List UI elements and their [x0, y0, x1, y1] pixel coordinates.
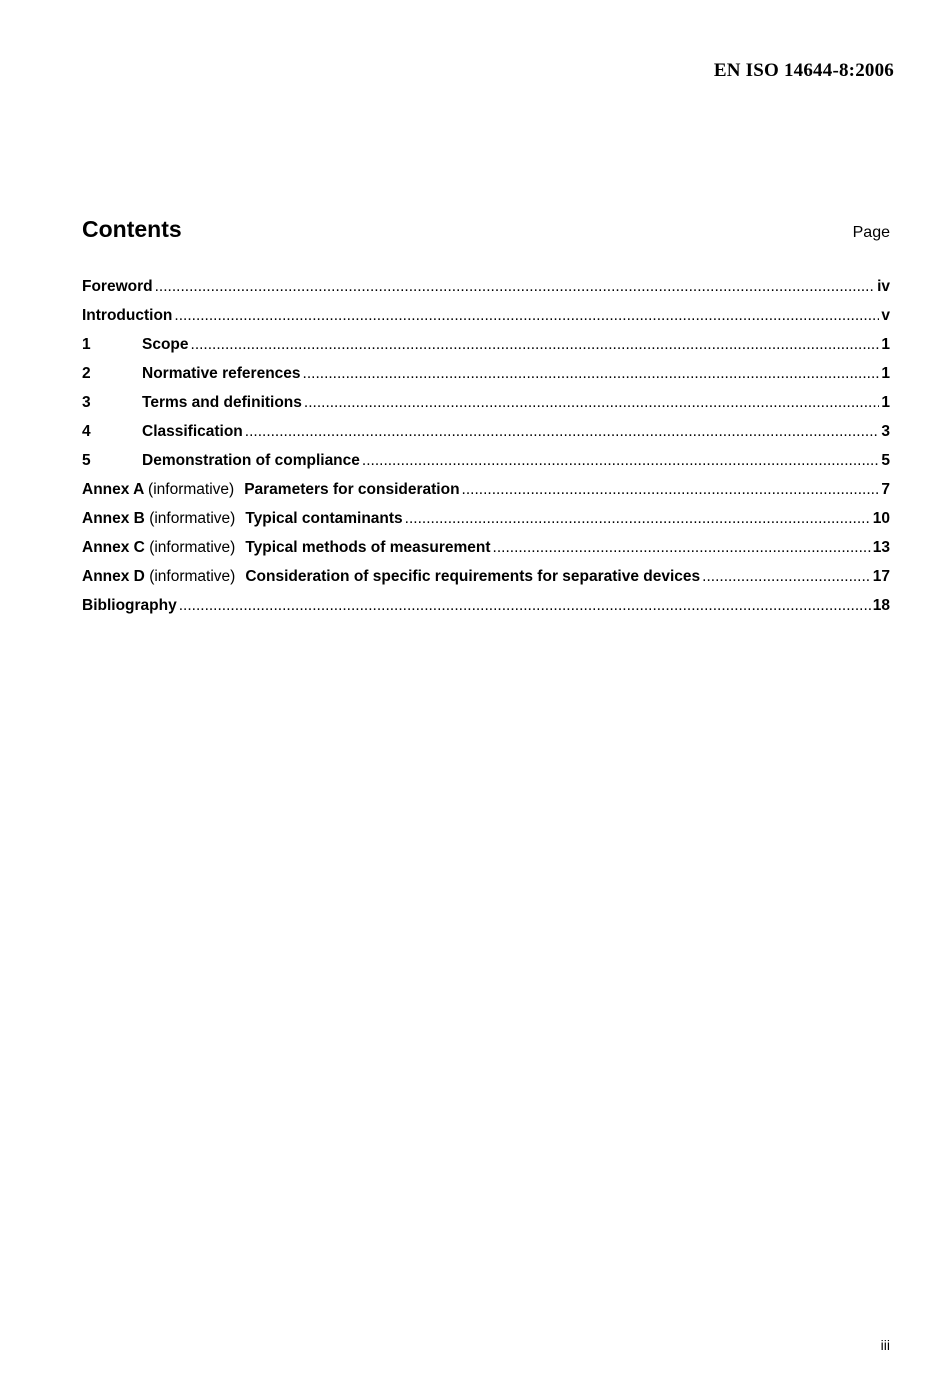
toc-entry-annex-d[interactable]	[82, 568, 890, 597]
contents-title: Contents	[82, 216, 182, 242]
annex-status: (informative)	[149, 510, 236, 527]
toc-entry-clause-1[interactable]	[82, 336, 890, 365]
clause-number: 5	[82, 452, 91, 469]
dot-leader	[702, 568, 871, 586]
toc-entry-page: 1	[881, 336, 890, 353]
dot-leader	[405, 510, 871, 528]
annex-label	[82, 539, 235, 557]
contents-header	[82, 216, 890, 248]
annex-status: (informative)	[149, 539, 236, 556]
toc-entry-clause-5[interactable]	[82, 452, 890, 481]
toc-entry-bibliography[interactable]	[82, 597, 890, 626]
toc-entry-annex-a[interactable]	[82, 481, 890, 510]
clause-number: 1	[82, 336, 91, 353]
annex-id: Annex A	[82, 481, 144, 498]
annex-status: (informative)	[148, 481, 235, 498]
clause-number: 2	[82, 365, 91, 382]
annex-label	[82, 510, 235, 528]
dot-leader	[362, 452, 879, 470]
toc-entry-title: Typical contaminants	[245, 510, 403, 527]
annex-label	[82, 481, 234, 499]
dot-leader	[191, 336, 880, 354]
toc-entry-title: Terms and definitions	[142, 394, 302, 411]
annex-status: (informative)	[149, 568, 236, 585]
toc-entry-title: Introduction	[82, 307, 173, 324]
toc-entry-annex-c[interactable]	[82, 539, 890, 568]
dot-leader	[174, 307, 879, 325]
annex-id: Annex D	[82, 568, 145, 585]
page-column-label: Page	[852, 224, 890, 241]
dot-leader	[245, 423, 880, 441]
toc-entry-foreword[interactable]	[82, 278, 890, 307]
toc-entry-title: Foreword	[82, 278, 153, 295]
toc-entry-page: 5	[881, 452, 890, 469]
dot-leader	[155, 278, 875, 296]
toc-entry-title: Demonstration of compliance	[142, 452, 360, 469]
dot-leader	[493, 539, 871, 557]
annex-label	[82, 568, 235, 586]
toc-entry-page: 18	[872, 597, 890, 614]
toc-entry-annex-b[interactable]	[82, 510, 890, 539]
dot-leader	[179, 597, 871, 615]
toc-entry-clause-4[interactable]	[82, 423, 890, 452]
toc-entry-introduction[interactable]	[82, 307, 890, 336]
toc-entry-title: Typical methods of measurement	[245, 539, 491, 556]
dot-leader	[462, 481, 880, 499]
toc-entry-page: 7	[881, 481, 890, 498]
page-number: iii	[880, 1337, 890, 1353]
clause-number: 4	[82, 423, 91, 440]
dot-leader	[304, 394, 879, 412]
toc-entry-page: iv	[877, 278, 890, 295]
toc-entry-title: Normative references	[142, 365, 301, 382]
toc-entry-page: 13	[872, 539, 890, 556]
toc-entry-page: 17	[872, 568, 890, 585]
document-identifier: EN ISO 14644-8:2006	[713, 60, 894, 81]
toc-entry-page: 10	[872, 510, 890, 527]
toc-entry-clause-2[interactable]	[82, 365, 890, 394]
toc-entry-page: 1	[881, 394, 890, 411]
toc-entry-clause-3[interactable]	[82, 394, 890, 423]
toc-entry-page: v	[881, 307, 890, 324]
toc-entry-title: Classification	[142, 423, 243, 440]
toc-entry-title: Parameters for consideration	[244, 481, 460, 498]
table-of-contents	[82, 278, 890, 626]
toc-entry-title: Scope	[142, 336, 189, 353]
toc-entry-title: Bibliography	[82, 597, 177, 614]
toc-entry-page: 3	[881, 423, 890, 440]
dot-leader	[303, 365, 880, 383]
toc-entry-page: 1	[881, 365, 890, 382]
toc-entry-title: Consideration of specific requirements for separative devices	[245, 568, 701, 585]
annex-id: Annex B	[82, 510, 145, 527]
annex-id: Annex C	[82, 539, 145, 556]
clause-number: 3	[82, 394, 91, 411]
